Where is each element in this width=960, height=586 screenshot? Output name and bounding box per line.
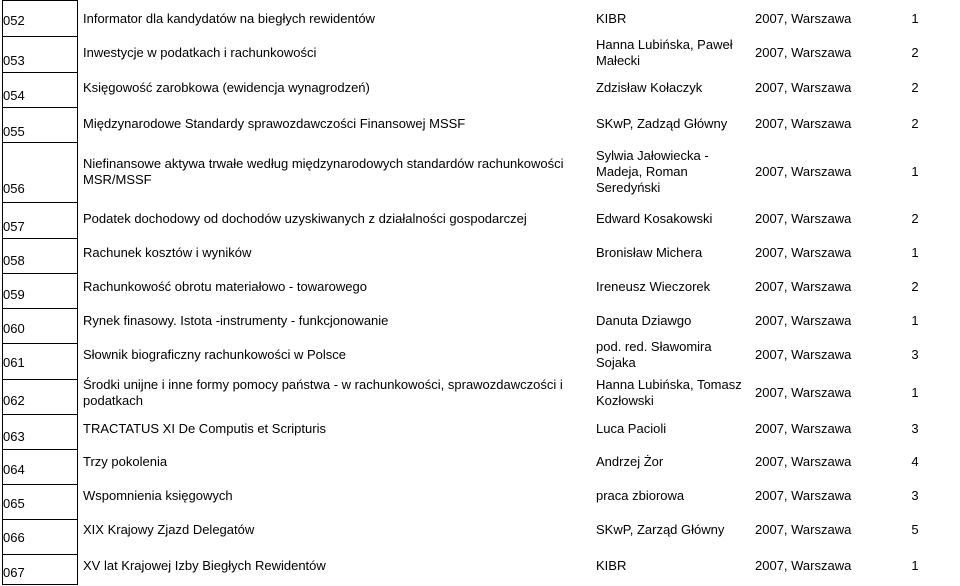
book-title: XV lat Krajowej Izby Biegłych Rewidentów <box>83 558 326 573</box>
book-author: SKwP, Zadząd Główny <box>596 116 728 131</box>
copy-count: 2 <box>911 211 919 226</box>
copy-count: 5 <box>911 522 919 537</box>
book-title: Trzy pokolenia <box>83 454 168 469</box>
row-divider <box>2 554 78 555</box>
row-divider <box>2 72 78 73</box>
book-title: Niefinansowe aktywa trwałe według międzynarodowych standardów rachunkowości MSR/MSSF <box>83 156 564 187</box>
row-number: 052 <box>3 12 25 28</box>
table-row <box>0 70 960 106</box>
copy-count: 4 <box>911 454 919 469</box>
publication-info: 2007, Warszawa <box>755 347 852 362</box>
row-number: 058 <box>3 253 25 268</box>
row-number: 053 <box>3 53 25 68</box>
row-number: 065 <box>3 496 25 511</box>
copy-count: 2 <box>911 45 919 60</box>
row-divider <box>2 202 78 203</box>
copy-count: 3 <box>911 421 919 436</box>
row-divider <box>2 449 78 450</box>
row-number: 066 <box>3 530 25 545</box>
book-author: praca zbiorowa <box>596 488 685 503</box>
row-divider <box>2 0 78 1</box>
copy-count: 1 <box>911 164 919 179</box>
book-title: Informator dla kandydatów na biegłych rewidentów <box>83 11 375 26</box>
row-number: 063 <box>3 429 25 444</box>
table-row <box>0 36 960 70</box>
row-divider <box>2 484 78 485</box>
book-author: Hanna Lubińska, Paweł Małecki <box>596 37 733 68</box>
table-row <box>0 444 960 480</box>
table-row <box>0 304 960 338</box>
book-author: KIBR <box>596 558 627 573</box>
table-row <box>0 480 960 512</box>
row-divider <box>2 273 78 274</box>
book-title: Słownik biograficzny rachunkowości w Polsce <box>83 347 347 362</box>
copy-count: 1 <box>911 313 919 328</box>
row-divider <box>2 308 78 309</box>
table-row <box>0 414 960 444</box>
publication-info: 2007, Warszawa <box>755 279 852 294</box>
table-row <box>0 372 960 414</box>
row-divider <box>2 519 78 520</box>
row-number: 062 <box>3 393 25 408</box>
copy-count: 3 <box>911 488 919 503</box>
book-author: Luca Pacioli <box>596 421 667 436</box>
publication-info: 2007, Warszawa <box>755 245 852 260</box>
row-number: 060 <box>3 321 25 336</box>
table-row <box>0 512 960 548</box>
row-divider <box>2 238 78 239</box>
row-divider <box>2 379 78 380</box>
table-row <box>0 548 960 584</box>
publication-info: 2007, Warszawa <box>755 211 852 226</box>
row-number: 056 <box>3 181 25 196</box>
row-number: 054 <box>3 88 25 103</box>
book-author: Sylwia Jałowiecka - Madeja, Roman Seredyński <box>596 148 709 195</box>
publication-info: 2007, Warszawa <box>755 522 852 537</box>
row-divider <box>2 343 78 344</box>
row-divider <box>2 414 78 415</box>
row-number: 067 <box>3 565 25 580</box>
row-number: 064 <box>3 462 25 477</box>
publication-info: 2007, Warszawa <box>755 313 852 328</box>
row-divider <box>2 36 78 37</box>
book-author: Ireneusz Wieczorek <box>596 279 711 294</box>
book-author: KIBR <box>596 11 627 26</box>
publication-info: 2007, Warszawa <box>755 488 852 503</box>
book-title: Rachunkowość obrotu materiałowo - towarowego <box>83 279 367 294</box>
publication-info: 2007, Warszawa <box>755 80 852 95</box>
book-author: Bronisław Michera <box>596 245 703 260</box>
book-title: Rachunek kosztów i wyników <box>83 245 252 260</box>
book-title: Międzynarodowe Standardy sprawozdawczości Finansowej MSSF <box>83 116 466 131</box>
row-number: 057 <box>3 219 25 234</box>
book-author: Hanna Lubińska, Tomasz Kozłowski <box>596 377 742 408</box>
copy-count: 2 <box>911 80 919 95</box>
publication-info: 2007, Warszawa <box>755 116 852 131</box>
row-divider <box>2 584 78 585</box>
copy-count: 2 <box>911 116 919 131</box>
book-author: Danuta Dziawgo <box>596 313 692 328</box>
row-number: 061 <box>3 355 25 370</box>
book-title: XIX Krajowy Zjazd Delegatów <box>83 522 255 537</box>
row-divider <box>2 142 78 143</box>
publication-info: 2007, Warszawa <box>755 45 852 60</box>
publication-info: 2007, Warszawa <box>755 385 852 400</box>
book-author: Andrzej Żor <box>596 454 664 469</box>
book-title: TRACTATUS XI De Computis et Scripturis <box>83 421 326 436</box>
table-row <box>0 142 960 202</box>
publication-info: 2007, Warszawa <box>755 454 852 469</box>
book-title: Inwestycje w podatkach i rachunkowości <box>83 45 317 60</box>
row-divider <box>2 107 78 108</box>
row-number: 055 <box>3 124 25 139</box>
book-title: Wspomnienia księgowych <box>83 488 233 503</box>
table-row <box>0 236 960 270</box>
copy-count: 2 <box>911 279 919 294</box>
publication-info: 2007, Warszawa <box>755 421 852 436</box>
table-row <box>0 338 960 372</box>
copy-count: 1 <box>911 11 919 26</box>
copy-count: 1 <box>911 385 919 400</box>
table-row <box>0 270 960 304</box>
book-author: Zdzisław Kołaczyk <box>596 80 703 95</box>
book-title: Rynek finasowy. Istota -instrumenty - funkcjonowanie <box>83 313 389 328</box>
publication-info: 2007, Warszawa <box>755 11 852 26</box>
table-row <box>0 2 960 36</box>
copy-count: 3 <box>911 347 919 362</box>
copy-count: 1 <box>911 558 919 573</box>
row-number: 059 <box>3 287 25 302</box>
copy-count: 1 <box>911 245 919 260</box>
book-author: SKwP, Zarząd Główny <box>596 522 725 537</box>
table-row <box>0 106 960 142</box>
book-title: Księgowość zarobkowa (ewidencja wynagrodzeń) <box>83 80 370 95</box>
book-author: pod. red. Sławomira Sojaka <box>596 339 712 370</box>
publication-info: 2007, Warszawa <box>755 164 852 179</box>
publication-info: 2007, Warszawa <box>755 558 852 573</box>
book-author: Edward Kosakowski <box>596 211 713 226</box>
book-title: Podatek dochodowy od dochodów uzyskiwanych z działalności gospodarczej <box>83 211 527 226</box>
table-row <box>0 202 960 236</box>
book-title: Środki unijne i inne formy pomocy państwa - w rachunkowości, sprawozdawczości i podatkach <box>83 377 563 408</box>
